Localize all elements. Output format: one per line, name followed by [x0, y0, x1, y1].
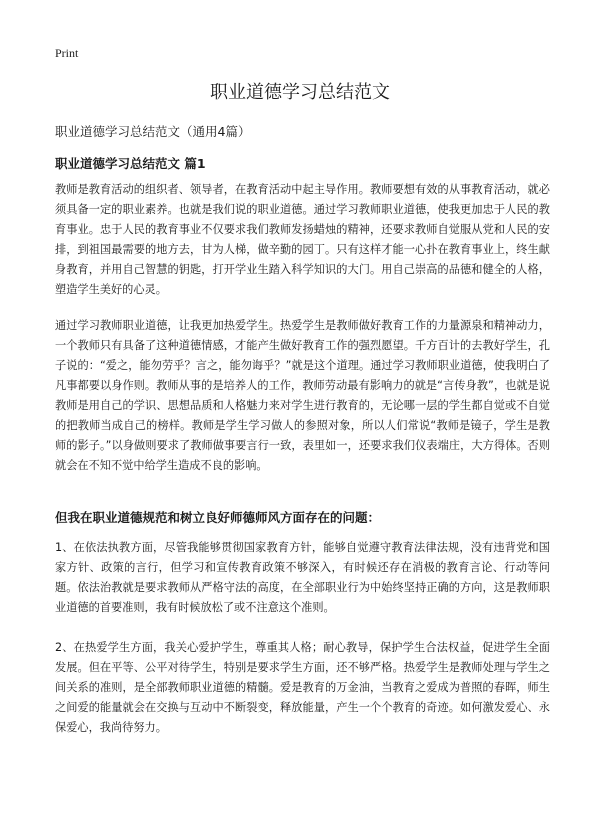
paragraph-2: 通过学习教师职业道德，让我更加热爱学生。热爱学生是教师做好教育工作的力量源泉和精神动力，一个教师只有具备了这种道德情感，才能产生做好教育工作的强烈愿望。千方百计的去教好学生，孔子说的：“爱之，能勿劳乎？言之，能勿诲乎？”就是这个道理。通过学习教师职业道德，使我明白了凡事都要以身作则。教师从事的是培养人的工作，教师劳动最有影响力的就是“言传身教”，也就是说教师是用自己的学识、思想品质和人格魅力来对学生进行教育的，无论哪一层的学生都自觉或不自觉的把教师当成自己的榜样。教师是学生学习做人的参照对象，所以人们常说“教师是镜子，学生是教师的影子。”以身做则要求了教师做事要言行一致，表里如一，还要求我们仪表端庄，大方得体。否则就会在不知不觉中给学生造成不良的影响。 [55, 319, 550, 472]
print-link[interactable]: Print [55, 46, 79, 60]
section-heading-2: 但我在职业道德规范和树立良好师德师风方面存在的问题： [55, 510, 381, 525]
document-subtitle: 职业道德学习总结范文（通用4篇） [55, 124, 251, 139]
paragraph-4: 2、在热爱学生方面，我关心爱护学生，尊重其人格；耐心教导，保护学生合法权益，促进学生全面发展。但在平等、公平对待学生，特别是要求学生方面，还不够严格。热爱学生是教师处理与学生之间关系的准则，是全部教师职业道德的精髓。爱是教育的万金油，当教育之爱成为普照的春晖，师生之间爱的能量就会在交换与互动中不断裂变，释放能量，产生一个个教育的奇迹。如何激发爱心、永保爱心，我尚待努力。 [55, 641, 550, 734]
section-heading-1: 职业道德学习总结范文 篇1 [55, 156, 206, 171]
page-title: 职业道德学习总结范文 [210, 82, 390, 103]
paragraph-3: 1、在依法执教方面，尽管我能够贯彻国家教育方针，能够自觉遵守教育法律法规，没有违背党和国家方针、政策的言行，但学习和宣传教育政策不够深入，有时候还存在消极的教育言论、行动等问题。依法治教就是要求教师从严格守法的高度，在全部职业行为中始终坚持正确的方向，这是教师职业道德的首要准则，我有时候放松了或不注意这个准则。 [55, 541, 550, 614]
paragraph-1: 教师是教育活动的组织者、领导者，在教育活动中起主导作用。教师要想有效的从事教育活动，就必须具备一定的职业素养。也就是我们说的职业道德。通过学习教师职业道德，使我更加忠于人民的教育事业。忠于人民的教育事业不仅要求我们教师发扬蜡烛的精神，还要求教师自觉服从党和人民的安排，到祖国最需要的地方去，甘为人梯，做辛勤的园丁。只有这样才能一心扑在教育事业上，终生献身教育，并用自己智慧的钥匙，打开学业生踏入科学知识的大门。用自己崇高的品德和健全的人格，塑造学生美好的心灵。 [55, 183, 550, 296]
